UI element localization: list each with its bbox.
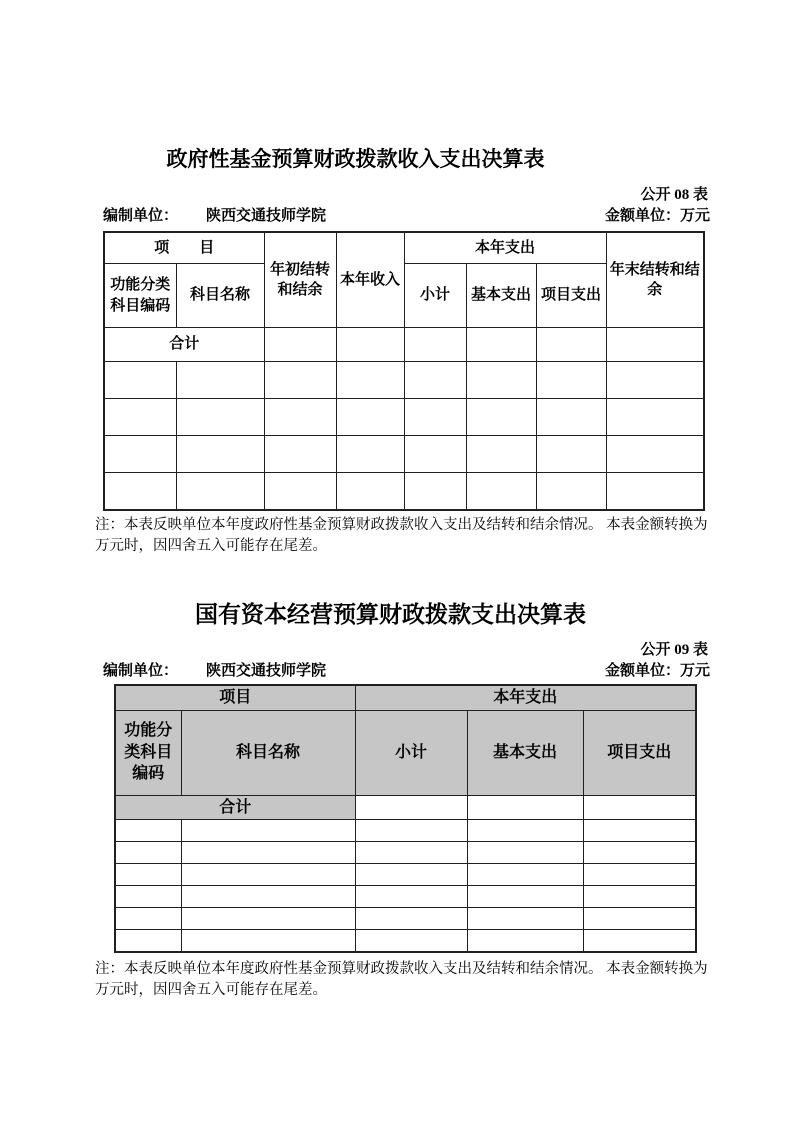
empty-cell xyxy=(104,436,176,473)
th-year-expense-group: 本年支出 xyxy=(404,232,606,264)
empty-cell xyxy=(181,820,355,842)
th-basic-expense: 基本支出 xyxy=(467,710,583,795)
th-project-expense: 项目支出 xyxy=(583,710,696,795)
empty-cell xyxy=(181,842,355,864)
empty-cell xyxy=(355,908,467,930)
empty-cell xyxy=(466,473,536,511)
section-state-capital xyxy=(95,601,710,1001)
note-line-1: 注：本表反映单位本年度政府性基金预算财政拨款收入支出及结转和结余情况。 本表金额转换为 xyxy=(95,517,708,533)
empty-cell xyxy=(466,328,536,362)
empty-cell xyxy=(583,820,696,842)
table2-empty-row xyxy=(115,930,696,953)
th-func-code: 功能分类科目编码 xyxy=(104,264,176,328)
empty-cell xyxy=(583,886,696,908)
empty-cell xyxy=(104,399,176,436)
empty-cell xyxy=(355,820,467,842)
document-page xyxy=(95,0,710,1001)
empty-cell xyxy=(355,886,467,908)
section2-meta-row xyxy=(95,661,710,681)
th-subtotal: 小计 xyxy=(404,264,466,328)
empty-cell xyxy=(536,362,606,399)
th-func-code: 功能分类科目编码 xyxy=(115,710,181,795)
empty-cell xyxy=(181,908,355,930)
section2-note xyxy=(95,959,710,1001)
empty-cell xyxy=(536,328,606,362)
table2-header-row-1 xyxy=(115,685,696,710)
th-basic-expense: 基本支出 xyxy=(466,264,536,328)
empty-cell xyxy=(606,473,704,511)
empty-cell xyxy=(404,362,466,399)
empty-cell xyxy=(115,820,181,842)
section2-amount-unit: 金额单位：万元 xyxy=(604,663,710,679)
section2-table-code: 公开 09 表 xyxy=(640,642,708,658)
empty-cell xyxy=(536,473,606,511)
empty-cell xyxy=(104,362,176,399)
note-line-2: 万元时，因四舍五入可能存在尾差。 xyxy=(95,982,327,999)
empty-cell xyxy=(583,795,696,820)
th-end-balance: 年末结转和结余 xyxy=(606,232,704,328)
empty-cell xyxy=(355,930,467,953)
th-year-expense-group: 本年支出 xyxy=(355,685,696,710)
table2-header-row-2 xyxy=(115,710,696,795)
empty-cell xyxy=(336,362,404,399)
empty-cell xyxy=(176,362,264,399)
table1-empty-row xyxy=(104,362,704,399)
empty-cell xyxy=(355,864,467,886)
empty-cell xyxy=(336,473,404,511)
empty-cell xyxy=(336,328,404,362)
section2-title: 国有资本经营预算财政拨款支出决算表 xyxy=(195,602,586,627)
empty-cell xyxy=(404,399,466,436)
empty-cell xyxy=(176,473,264,511)
th-year-income: 本年收入 xyxy=(336,232,404,328)
empty-cell xyxy=(181,886,355,908)
section1-title: 政府性基金预算财政拨款收入支出决算表 xyxy=(166,147,545,171)
total-label-cell: 合计 xyxy=(104,328,264,362)
section2-prepared-by xyxy=(95,661,326,681)
empty-cell xyxy=(336,436,404,473)
empty-cell xyxy=(355,795,467,820)
empty-cell xyxy=(115,908,181,930)
th-project-group: 项 目 xyxy=(104,232,264,264)
table2-empty-row xyxy=(115,886,696,908)
table2-total-row xyxy=(115,795,696,820)
empty-cell xyxy=(536,399,606,436)
empty-cell xyxy=(606,328,704,362)
empty-cell xyxy=(264,436,336,473)
empty-cell xyxy=(264,399,336,436)
table2-empty-row xyxy=(115,908,696,930)
empty-cell xyxy=(466,399,536,436)
note-line-1: 注：本表反映单位本年度政府性基金预算财政拨款收入支出及结转和结余情况。 本表金额转换为 xyxy=(95,961,708,978)
empty-cell xyxy=(264,362,336,399)
table1-header-row-1 xyxy=(104,232,704,264)
section1-meta-row xyxy=(95,206,710,226)
empty-cell xyxy=(176,399,264,436)
section1-note xyxy=(95,515,710,557)
section1-prepared-by xyxy=(95,206,326,226)
empty-cell xyxy=(606,436,704,473)
empty-cell xyxy=(181,930,355,953)
empty-cell xyxy=(176,436,264,473)
table1-empty-row xyxy=(104,473,704,511)
empty-cell xyxy=(404,328,466,362)
th-subtotal: 小计 xyxy=(355,710,467,795)
table1-empty-row xyxy=(104,436,704,473)
empty-cell xyxy=(336,399,404,436)
note-line-2: 万元时，因四舍五入可能存在尾差。 xyxy=(95,538,327,554)
empty-cell xyxy=(467,930,583,953)
empty-cell xyxy=(115,886,181,908)
table2-empty-row xyxy=(115,864,696,886)
table1-empty-row xyxy=(104,399,704,436)
org-value: 陕西交通技师学院 xyxy=(206,208,327,224)
table2-empty-row xyxy=(115,820,696,842)
empty-cell xyxy=(115,842,181,864)
empty-cell xyxy=(181,864,355,886)
th-project-group: 项目 xyxy=(115,685,355,710)
empty-cell xyxy=(583,908,696,930)
empty-cell xyxy=(466,362,536,399)
empty-cell xyxy=(355,842,467,864)
org-label: 编制单位： xyxy=(103,208,179,224)
empty-cell xyxy=(404,473,466,511)
org-value: 陕西交通技师学院 xyxy=(206,663,327,679)
th-project-expense: 项目支出 xyxy=(536,264,606,328)
empty-cell xyxy=(104,473,176,511)
empty-cell xyxy=(467,820,583,842)
empty-cell xyxy=(606,362,704,399)
empty-cell xyxy=(583,864,696,886)
empty-cell xyxy=(583,842,696,864)
empty-cell xyxy=(467,886,583,908)
gov-fund-table xyxy=(103,231,705,511)
empty-cell xyxy=(466,436,536,473)
th-subject-name: 科目名称 xyxy=(176,264,264,328)
empty-cell xyxy=(404,436,466,473)
section1-amount-unit: 金额单位：万元 xyxy=(604,208,710,224)
empty-cell xyxy=(264,473,336,511)
state-capital-table xyxy=(114,684,697,953)
org-label: 编制单位： xyxy=(103,663,179,679)
empty-cell xyxy=(467,842,583,864)
table1-total-row xyxy=(104,328,704,362)
th-begin-balance: 年初结转和结余 xyxy=(264,232,336,328)
empty-cell xyxy=(467,795,583,820)
empty-cell xyxy=(115,930,181,953)
table2-empty-row xyxy=(115,842,696,864)
empty-cell xyxy=(583,930,696,953)
empty-cell xyxy=(264,328,336,362)
empty-cell xyxy=(536,436,606,473)
th-subject-name: 科目名称 xyxy=(181,710,355,795)
empty-cell xyxy=(467,908,583,930)
empty-cell xyxy=(606,399,704,436)
section-gov-fund xyxy=(95,146,710,557)
empty-cell xyxy=(467,864,583,886)
section1-table-code: 公开 08 表 xyxy=(640,187,708,203)
total-label-cell: 合计 xyxy=(115,795,355,820)
empty-cell xyxy=(115,864,181,886)
